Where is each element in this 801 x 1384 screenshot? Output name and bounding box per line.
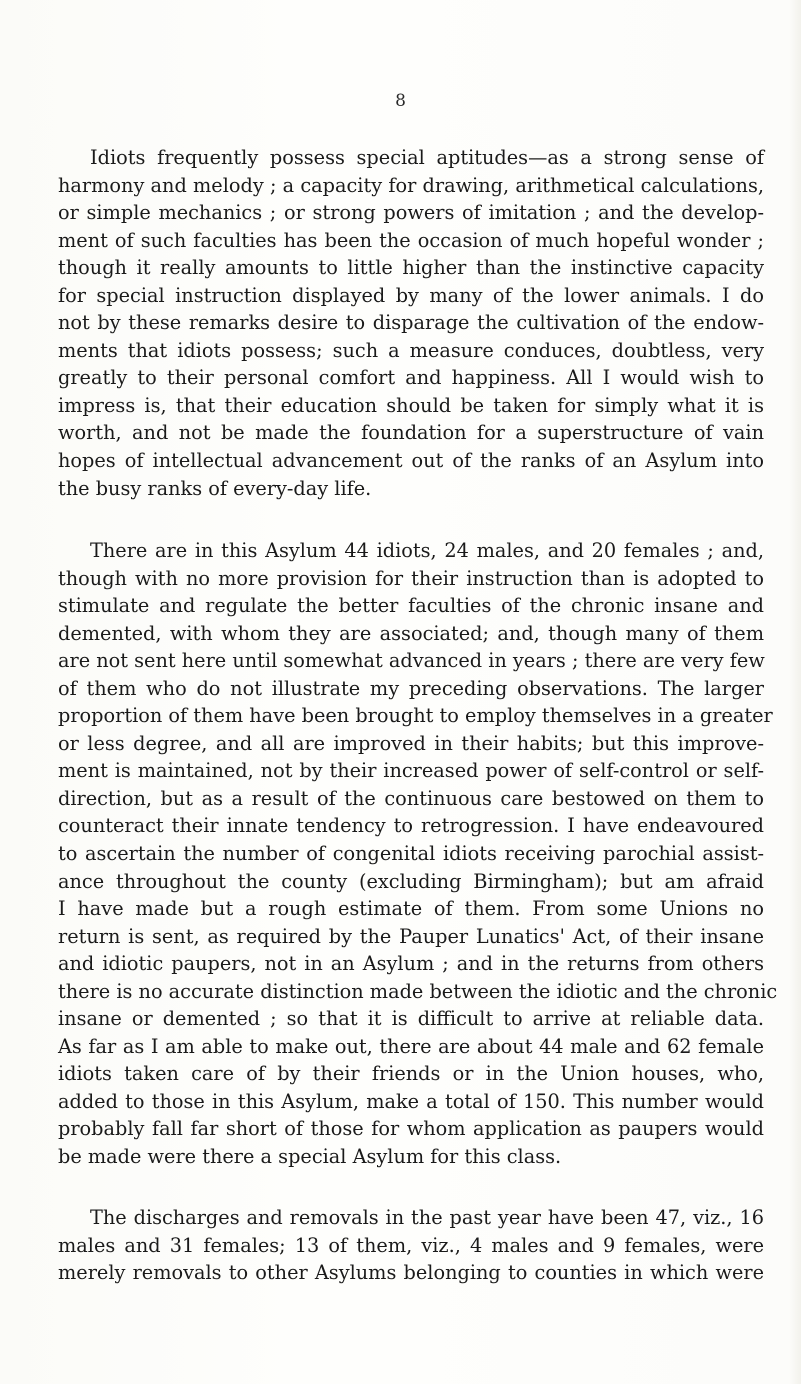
text-line: hopes of intellectual advancement out of the ranks of an Asylum into — [58, 449, 764, 473]
text-line: be made were there a special Asylum for this class. — [58, 1145, 562, 1169]
paragraph-asylum-idiots — [58, 537, 778, 1171]
text-line: ment of such faculties has been the occasion of much hopeful wonder ; — [58, 228, 764, 252]
text-line: ment is maintained, not by their increased power of self-control or self- — [58, 759, 764, 783]
text-line: ments that idiots possess; such a measure conduces, doubtless, very — [58, 338, 764, 362]
text-line: and idiotic paupers, not in an Asylum ; and in the returns from others — [58, 952, 764, 976]
text-line: greatly to their personal comfort and happiness. All I would wish to — [58, 366, 764, 390]
text-line: are not sent here until somewhat advanced in years ; there are very few — [58, 649, 765, 673]
text-line: direction, but as a result of the continuous care bestowed on them to — [58, 786, 764, 810]
text-line: of them who do not illustrate my preceding observations. The larger — [58, 676, 764, 700]
text-line: or less degree, and all are improved in their habits; but this improve- — [58, 731, 764, 755]
text-line: ance throughout the county (excluding Birmingham); but am afraid — [58, 869, 764, 893]
text-line: harmony and melody ; a capacity for drawing, arithmetical calculations, — [58, 173, 764, 197]
page-number: 8 — [395, 91, 406, 111]
text-line: There are in this Asylum 44 idiots, 24 males, and 20 females ; and, — [90, 539, 764, 562]
page-edge-shadow — [789, 0, 801, 1384]
text-line: insane or demented ; so that it is difficult to arrive at reliable data. — [58, 1007, 764, 1031]
text-line: males and 31 females; 13 of them, viz., 4 males and 9 females, were — [58, 1233, 764, 1257]
paragraph-discharges — [58, 1204, 764, 1287]
text-line: though it really amounts to little higher than the instinctive capacity — [58, 256, 764, 280]
text-line: impress is, that their education should be taken for simply what it is — [58, 393, 764, 417]
text-line: I have made but a rough estimate of them. From some Unions no — [58, 897, 764, 921]
text-line: stimulate and regulate the better faculties of the chronic insane and — [58, 594, 764, 618]
text-line: The discharges and removals in the past year have been 47, viz., 16 — [90, 1206, 764, 1229]
text-line: there is no accurate distinction made between the idiotic and the chronic — [58, 979, 778, 1003]
text-line: to ascertain the number of congenital idiots receiving parochial assist- — [58, 842, 764, 866]
text-line: idiots taken care of by their friends or in the Union houses, who, — [58, 1062, 764, 1086]
paragraph-idiot-aptitudes — [58, 144, 764, 502]
text-line: return is sent, as required by the Pauper Lunatics' Act, of their insane — [58, 924, 764, 948]
text-line: demented, with whom they are associated; and, though many of them — [58, 621, 764, 645]
text-line: counteract their innate tendency to retrogression. I have endeavoured — [58, 814, 764, 838]
text-line: added to those in this Asylum, make a total of 150. This number would — [58, 1089, 764, 1113]
text-line: for special instruction displayed by many of the lower animals. I do — [58, 283, 764, 307]
text-line: though with no more provision for their instruction than is adopted to — [58, 566, 764, 590]
text-line: probably fall far short of those for whom application as paupers would — [58, 1117, 764, 1141]
text-line: merely removals to other Asylums belonging to counties in which were — [58, 1261, 764, 1285]
text-line: Idiots frequently possess special aptitudes—as a strong sense of — [90, 146, 764, 169]
text-line: As far as I am able to make out, there are about 44 male and 62 female — [58, 1034, 764, 1058]
text-line: not by these remarks desire to disparage the cultivation of the endow- — [58, 311, 764, 335]
text-line: proportion of them have been brought to employ themselves in a greater — [58, 704, 773, 728]
text-line: worth, and not be made the foundation for a superstructure of vain — [58, 421, 764, 445]
text-line: the busy ranks of every-day life. — [58, 476, 372, 500]
text-line: or simple mechanics ; or strong powers of imitation ; and the develop- — [58, 201, 764, 225]
